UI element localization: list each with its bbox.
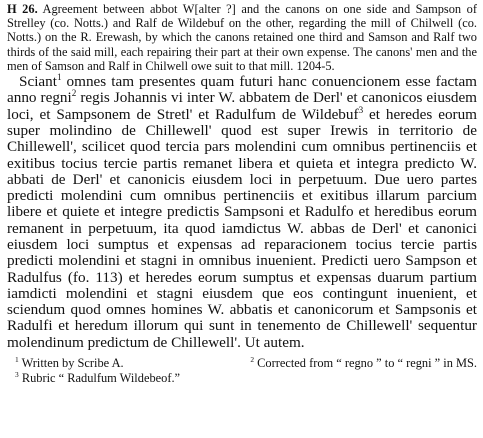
entry-heading xyxy=(7,2,477,73)
charter-text-segment: regis Johannis vi inter W. abbatem de Derl' et canonicos eiusdem loci, et Sampsonem de Stretl' et Radulfum de Wildebuf xyxy=(7,89,477,123)
footnote-marker: 1 xyxy=(56,71,62,82)
entry-number: H 26. xyxy=(7,2,38,16)
footnote xyxy=(250,356,477,371)
footnote-marker: 2 xyxy=(71,88,77,99)
charter-text-segment: omnes tam presentes quam futuri hanc conuencionem esse factam anno regni xyxy=(7,73,477,107)
footnote xyxy=(15,356,124,371)
footnote-text: Rubric “ Radulfum Wildebeof.” xyxy=(18,370,181,385)
charter-paragraph xyxy=(7,71,477,351)
entry-date: 1204-5. xyxy=(296,58,335,73)
charter-text-segment: et heredes eorum super molindino de Chillewell' quod est super Irewis in territorio de Chillewell', scilicet quod tercia pars molendini cum omnibus pertinenciis et exitibus tocius tercie partis remanet libera et quieta et integra predicto W. abbati de Derl' et canonicis eiusdem loci in perpetuum. Due uero partes predicti molendini cum omnibus pertinenciis et exitibus illarum parcium libere et quiete et integre predictis Sampsoni et Radulfo et heredibus eorum remanent in perpetuum, ita quod iamdictus W. abbas de Derl' et canonici eiusdem loci sumptus et expensas ad reparacionem tocius tercie partis predicti molendini et stagni in omnibus inuenient. Predicti uero Sampson et Radulfus (fo. 113) et heredes eorum sumptus et expensas duarum partium iamdicti molendini et stagni eiusdem que eos contingunt inuenient, et sciendum quod omnes homines W. abbatis et canonicorum et Sampsonis et Radulfi et heredum illorum qui sunt in tenemento de Chillewell' sequentur molendinum predictum de Chillewell'. Ut autem. xyxy=(7,105,477,351)
charter-text-segment: Sciant xyxy=(19,73,57,91)
footnote-text: Corrected from “ regno ” to “ regni ” in MS. xyxy=(254,356,477,371)
footnote-number: 2 xyxy=(250,354,255,364)
footnote-marker: 3 xyxy=(358,104,364,115)
footnote xyxy=(15,371,477,386)
entry-summary: Agreement between abbot W[alter ?] and the canons on one side and Sampson of Strelley (co. Notts.) and Ralf de Wildebuf on the other, regarding the mill of Chilwell (co. Notts.) on the R. Erewash, by which the canons retained one third and Samson and Ralf two thirds of the said mill, each repairing their part at their own expense. The canons' men and the men of Samson and Ralf in Chilwell owe suit to that mill. xyxy=(7,2,477,73)
footnote-row xyxy=(7,356,477,371)
footnote-number: 3 xyxy=(15,369,19,379)
footnote-number: 1 xyxy=(15,354,19,364)
footnote-text: Written by Scribe A. xyxy=(18,356,124,371)
charter-text xyxy=(7,71,477,351)
footnotes xyxy=(7,356,477,385)
